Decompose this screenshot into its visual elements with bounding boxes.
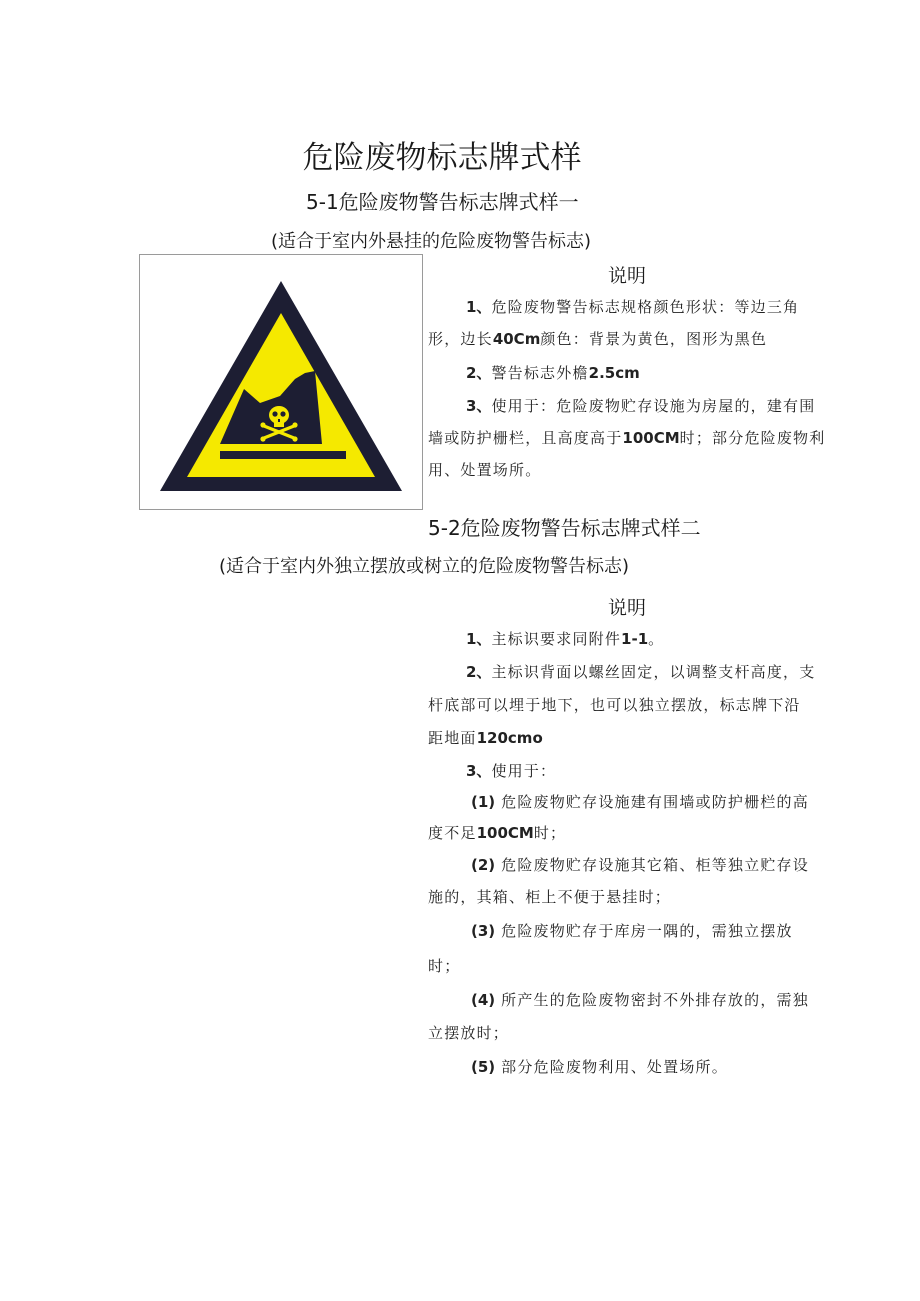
s2-sub5-line1: (5) 部分危险废物利用、处置场所。	[471, 1058, 728, 1076]
section1-heading: 5-1危险废物警告标志牌式样一	[306, 190, 579, 214]
s2-item2-line1: 2、主标识背面以螺丝固定，以调整支杆高度，支	[466, 663, 816, 681]
section2-subtitle: (适合于室内外独立摆放或树立的危险废物警告标志)	[219, 556, 630, 577]
s1-item1-line1: 1、危险废物警告标志规格颜色形状：等边三角	[466, 298, 800, 316]
section1-subtitle: (适合于室内外悬挂的危险废物警告标志)	[271, 231, 592, 252]
s1-item3-line1: 3、使用于：危险废物贮存设施为房屋的，建有围	[466, 397, 816, 415]
s2-item1: 1、主标识要求同附件1-1。	[466, 630, 665, 648]
s1-item1-line2: 形，边长40Cm颜色：背景为黄色，图形为黑色	[428, 330, 768, 348]
s2-sub4-line2: 立摆放时；	[428, 1024, 510, 1042]
s2-item2-line2: 杆底部可以埋于地下，也可以独立摆放，标志牌下沿	[428, 696, 801, 714]
section2-heading: 5-2危险废物警告标志牌式样二	[428, 516, 701, 540]
section1-explain-title: 说明	[608, 265, 647, 287]
s2-item2-line3: 距地面120cmo	[428, 729, 543, 747]
s1-item3-line2: 墙或防护栅栏，且高度高于100CM时；部分危险废物利	[428, 429, 826, 447]
s1-item2: 2、警告标志外檐2.5cm	[466, 364, 640, 382]
s2-sub2-line1: (2) 危险废物贮存设施其它箱、柜等独立贮存设	[471, 856, 809, 874]
s1-item3-line3: 用、处置场所。	[428, 461, 542, 479]
s2-sub2-line2: 施的，其箱、柜上不便于悬挂时；	[428, 888, 672, 906]
s2-sub3-line1: (3) 危险废物贮存于库房一隅的，需独立摆放	[471, 922, 793, 940]
s2-sub3-line2: 时；	[428, 957, 461, 975]
s2-sub4-line1: (4) 所产生的危险废物密封不外排存放的，需独	[471, 991, 809, 1009]
hazardous-waste-warning-triangle-icon	[140, 255, 422, 509]
section2-explain-title: 说明	[608, 597, 647, 619]
s2-sub1-line1: (1) 危险废物贮存设施建有围墙或防护栅栏的高	[471, 793, 809, 811]
page-title: 危险废物标志牌式样	[302, 140, 582, 176]
s2-item3: 3、使用于：	[466, 762, 557, 780]
s2-sub1-line2: 度不足100CM时；	[428, 824, 567, 842]
warning-sign-frame	[139, 254, 423, 510]
